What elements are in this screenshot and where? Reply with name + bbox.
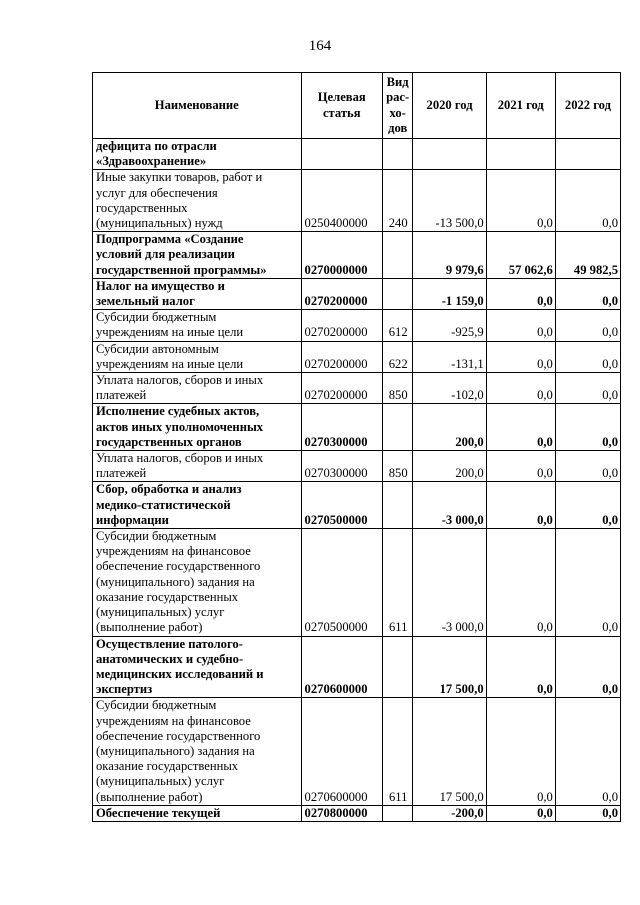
row-name-line: учреждениям на иные цели: [96, 325, 244, 340]
row-name-line: Уплата налогов, сборов и иных: [96, 451, 264, 466]
row-target-article: 0270500000: [301, 482, 382, 529]
row-target-article: 0270600000: [301, 636, 382, 698]
row-name-line: обеспечение государственного: [96, 559, 261, 574]
table-body: [93, 139, 621, 822]
row-name-line: медицинских исследований и: [96, 666, 264, 681]
row-value-2020: 17 500,0: [413, 698, 486, 805]
row-expense-type: 850: [382, 451, 413, 482]
row-value-2020: 200,0: [413, 451, 486, 482]
table-row: [93, 310, 621, 341]
budget-table: [92, 72, 621, 822]
table-header-row: [93, 73, 621, 139]
row-name-line: учреждениям на финансовое: [96, 544, 251, 559]
row-value-2021: 0,0: [486, 451, 555, 482]
row-value-2020: -3 000,0: [413, 482, 486, 529]
row-name-line: условий для реализации: [96, 247, 235, 262]
row-expense-type: [382, 805, 413, 821]
row-target-article: 0270600000: [301, 698, 382, 805]
table-row: [93, 698, 621, 805]
header-year-2022: 2022 год: [555, 73, 620, 139]
table-row: [93, 232, 621, 279]
row-name-line: государственных органов: [96, 434, 242, 449]
row-name-line: медико-статистической: [96, 497, 231, 512]
row-value-2022: 0,0: [555, 636, 620, 698]
row-name: [93, 636, 302, 698]
row-name-line: (муниципальных) услуг: [96, 774, 225, 789]
row-value-2021: 0,0: [486, 373, 555, 404]
row-target-article: 0270200000: [301, 310, 382, 341]
row-name-line: анатомических и судебно-: [96, 651, 244, 666]
row-value-2020: [413, 139, 486, 170]
row-value-2022: 0,0: [555, 529, 620, 636]
row-value-2020: 200,0: [413, 404, 486, 451]
row-value-2021: 57 062,6: [486, 232, 555, 279]
header-target-article: Целевая статья: [301, 73, 382, 139]
row-target-article: 0250400000: [301, 170, 382, 232]
row-name: [93, 482, 302, 529]
row-name-line: государственной программы»: [96, 262, 267, 277]
row-name-line: Исполнение судебных актов,: [96, 404, 260, 419]
row-name-line: Налог на имущество и: [96, 278, 225, 293]
row-target-article: 0270300000: [301, 451, 382, 482]
row-name: [93, 373, 302, 404]
row-expense-type: 240: [382, 170, 413, 232]
row-value-2021: 0,0: [486, 529, 555, 636]
row-value-2022: 0,0: [555, 373, 620, 404]
row-name-line: учреждениям на иные цели: [96, 356, 244, 371]
row-expense-type: 612: [382, 310, 413, 341]
row-value-2022: 0,0: [555, 698, 620, 805]
row-value-2022: 0,0: [555, 310, 620, 341]
row-name-line: услуг для обеспечения: [96, 185, 218, 200]
table-row: [93, 404, 621, 451]
row-name: [93, 341, 302, 372]
row-name-line: платежей: [96, 388, 147, 403]
row-target-article: 0270800000: [301, 805, 382, 821]
row-name-line: Иные закупки товаров, работ и: [96, 170, 263, 185]
row-value-2021: 0,0: [486, 404, 555, 451]
header-year-2020: 2020 год: [413, 73, 486, 139]
row-target-article: 0270000000: [301, 232, 382, 279]
row-name-line: дефицита по отрасли: [96, 139, 217, 153]
row-value-2022: 0,0: [555, 278, 620, 309]
row-name-line: Субсидии бюджетным: [96, 310, 217, 325]
row-value-2021: 0,0: [486, 278, 555, 309]
row-value-2020: -1 159,0: [413, 278, 486, 309]
row-name: [93, 451, 302, 482]
row-name-line: Осуществление патолого-: [96, 636, 243, 651]
row-value-2020: -131,1: [413, 341, 486, 372]
row-name-line: (муниципальных) услуг: [96, 605, 225, 620]
row-name-line: Подпрограмма «Создание: [96, 232, 244, 247]
row-value-2021: 0,0: [486, 170, 555, 232]
row-target-article: 0270200000: [301, 278, 382, 309]
row-value-2020: -200,0: [413, 805, 486, 821]
row-name: [93, 170, 302, 232]
row-name: [93, 698, 302, 805]
row-target-article: [301, 139, 382, 170]
row-value-2022: 0,0: [555, 170, 620, 232]
row-name-line: (муниципального) задания на: [96, 743, 255, 758]
row-value-2022: 49 982,5: [555, 232, 620, 279]
table-row: [93, 170, 621, 232]
row-name-line: Субсидии бюджетным: [96, 698, 217, 713]
table-row: [93, 451, 621, 482]
row-name-line: актов иных уполномоченных: [96, 419, 264, 434]
row-name-line: информации: [96, 512, 169, 527]
row-value-2020: 17 500,0: [413, 636, 486, 698]
row-value-2022: 0,0: [555, 451, 620, 482]
row-value-2020: 9 979,6: [413, 232, 486, 279]
row-target-article: 0270500000: [301, 529, 382, 636]
row-name: [93, 404, 302, 451]
row-name-line: учреждениям на финансовое: [96, 713, 251, 728]
row-name-line: Сбор, обработка и анализ: [96, 482, 242, 497]
row-name-line: государственных: [96, 200, 188, 215]
row-expense-type: [382, 482, 413, 529]
row-value-2020: -13 500,0: [413, 170, 486, 232]
row-name-line: (выполнение работ): [96, 789, 203, 804]
row-name-line: (муниципальных) нужд: [96, 216, 223, 231]
table-row: [93, 373, 621, 404]
table-row: [93, 636, 621, 698]
row-expense-type: 622: [382, 341, 413, 372]
row-name-line: Субсидии автономным: [96, 341, 219, 356]
table-row: [93, 139, 621, 170]
row-name-line: Обеспечение текущей: [96, 805, 221, 820]
row-name-line: экспертиз: [96, 682, 153, 697]
row-expense-type: [382, 278, 413, 309]
row-expense-type: [382, 139, 413, 170]
row-value-2021: 0,0: [486, 698, 555, 805]
row-name: [93, 529, 302, 636]
row-name-line: Уплата налогов, сборов и иных: [96, 373, 264, 388]
row-name: [93, 278, 302, 309]
row-expense-type: [382, 232, 413, 279]
header-expense-type: Вид рас- хо- дов: [382, 73, 413, 139]
row-target-article: 0270200000: [301, 373, 382, 404]
page-number: 164: [308, 38, 332, 54]
row-name-line: Субсидии бюджетным: [96, 529, 217, 544]
table-row: [93, 529, 621, 636]
row-name-line: платежей: [96, 466, 147, 481]
row-name: [93, 310, 302, 341]
row-name-line: оказание государственных: [96, 589, 239, 604]
row-value-2021: 0,0: [486, 805, 555, 821]
row-expense-type: 611: [382, 529, 413, 636]
row-name: [93, 139, 302, 170]
row-expense-type: [382, 636, 413, 698]
table-row: [93, 341, 621, 372]
row-name-line: «Здравоохранение»: [96, 154, 207, 169]
row-name-line: обеспечение государственного: [96, 728, 261, 743]
row-target-article: 0270300000: [301, 404, 382, 451]
header-year-2021: 2021 год: [486, 73, 555, 139]
row-name-line: (муниципального) задания на: [96, 574, 255, 589]
table-row: [93, 278, 621, 309]
row-value-2022: 0,0: [555, 805, 620, 821]
row-name: [93, 805, 302, 821]
row-value-2021: [486, 139, 555, 170]
row-name: [93, 232, 302, 279]
table-row: [93, 482, 621, 529]
row-name-line: оказание государственных: [96, 759, 239, 774]
row-target-article: 0270200000: [301, 341, 382, 372]
row-value-2021: 0,0: [486, 341, 555, 372]
row-value-2020: -925,9: [413, 310, 486, 341]
row-name-line: земельный налог: [96, 294, 195, 309]
table-row: [93, 805, 621, 821]
row-value-2021: 0,0: [486, 482, 555, 529]
row-expense-type: 850: [382, 373, 413, 404]
row-expense-type: 611: [382, 698, 413, 805]
row-value-2022: [555, 139, 620, 170]
row-value-2022: 0,0: [555, 341, 620, 372]
row-value-2022: 0,0: [555, 404, 620, 451]
row-value-2021: 0,0: [486, 636, 555, 698]
row-value-2020: -3 000,0: [413, 529, 486, 636]
row-value-2021: 0,0: [486, 310, 555, 341]
row-value-2022: 0,0: [555, 482, 620, 529]
row-value-2020: -102,0: [413, 373, 486, 404]
row-name-line: (выполнение работ): [96, 620, 203, 635]
header-name: Наименование: [93, 73, 302, 139]
row-expense-type: [382, 404, 413, 451]
